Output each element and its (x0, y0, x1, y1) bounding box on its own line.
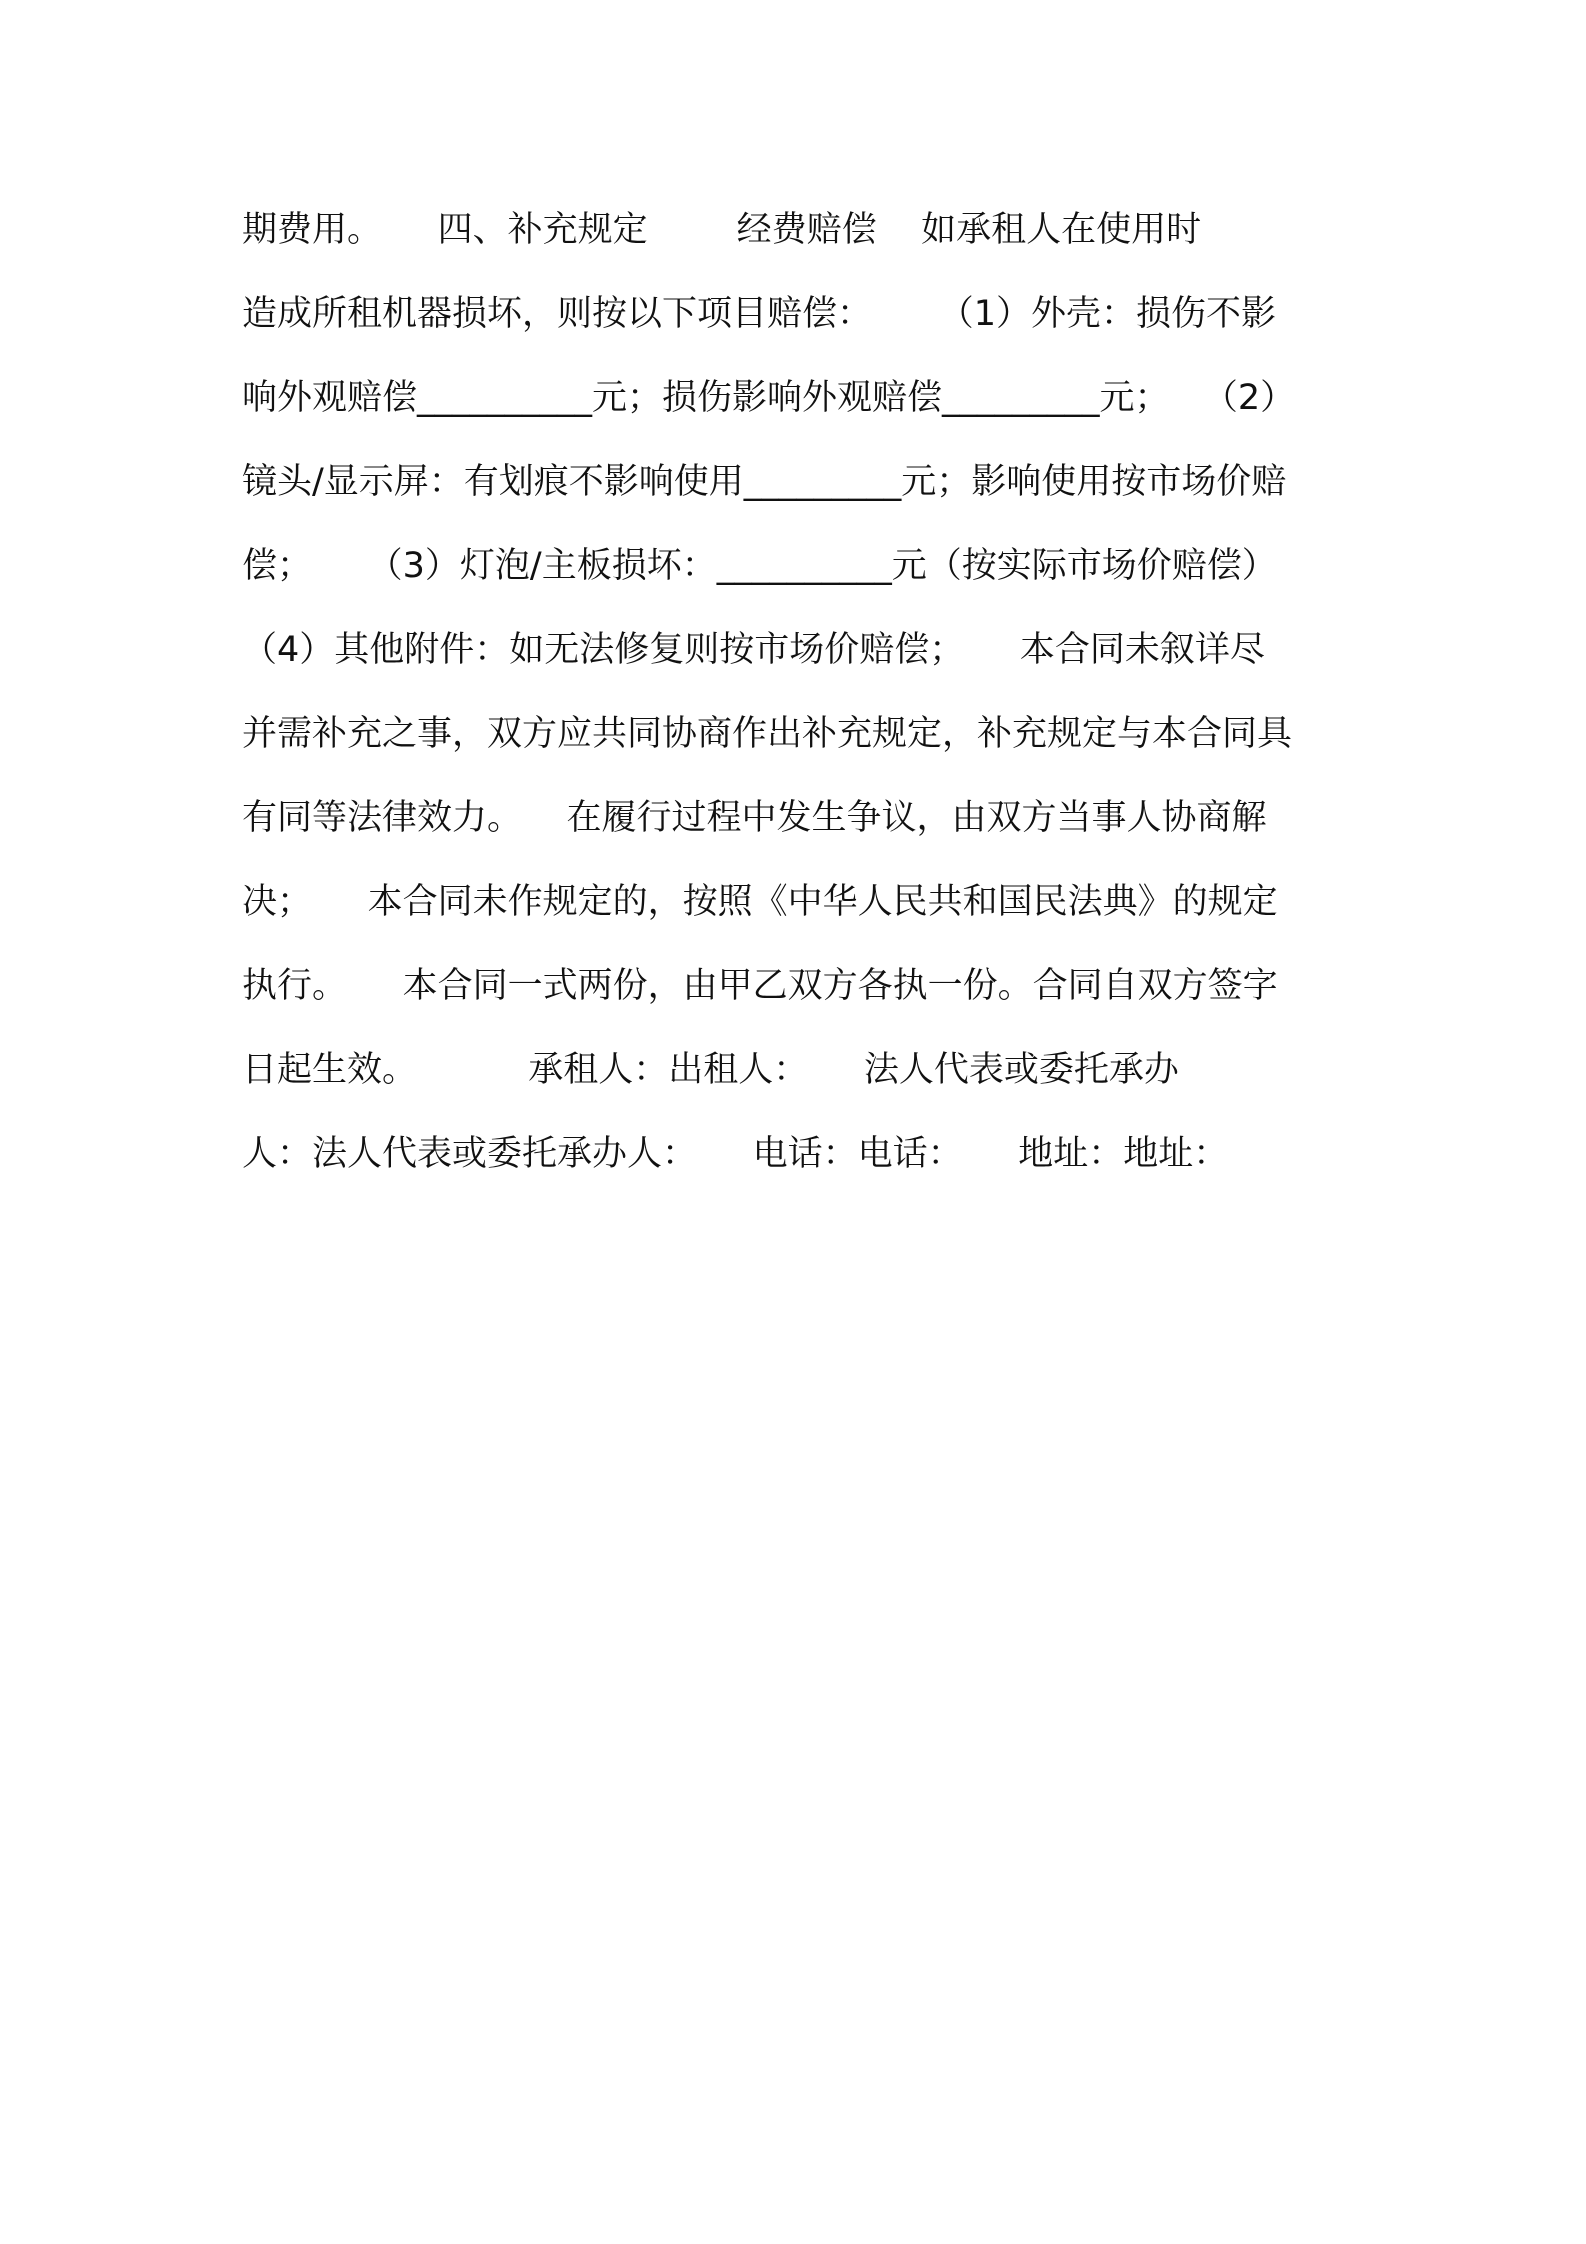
text-line-1: 期费用。 四、补充规定 经费赔偿 如承租人在使用时 (242, 210, 1202, 250)
text-line-2: 造成所租机器损坏，则按以下项目赔偿： （1）外壳：损伤不影 (242, 294, 1277, 334)
text-line-9: 决； 本合同未作规定的，按照《中华人民共和国民法典》的规定 (242, 882, 1278, 922)
text-line-3: 响外观赔偿__________元；损伤影响外观赔偿_________元； （2） (242, 378, 1296, 418)
text-line-11: 日起生效。 承租人：出租人： 法人代表或委托承办 (242, 1050, 1179, 1090)
text-line-8: 有同等法律效力。 在履行过程中发生争议，由双方当事人协商解 (242, 798, 1267, 838)
text-line-10: 执行。 本合同一式两份，由甲乙双方各执一份。合同自双方签字 (242, 966, 1278, 1006)
text-line-12: 人：法人代表或委托承办人： 电话：电话： 地址：地址： (242, 1134, 1229, 1174)
text-line-5: 偿； （3）灯泡/主板损坏：__________元（按实际市场价赔偿） (242, 546, 1277, 586)
text-line-4: 镜头/显示屏：有划痕不影响使用_________元；影响使用按市场价赔 (242, 462, 1287, 502)
text-line-6: （4）其他附件：如无法修复则按市场价赔偿； 本合同未叙详尽 (242, 630, 1265, 670)
text-line-7: 并需补充之事，双方应共同协商作出补充规定，补充规定与本合同具 (242, 714, 1293, 754)
contract-text (242, 198, 1352, 1206)
